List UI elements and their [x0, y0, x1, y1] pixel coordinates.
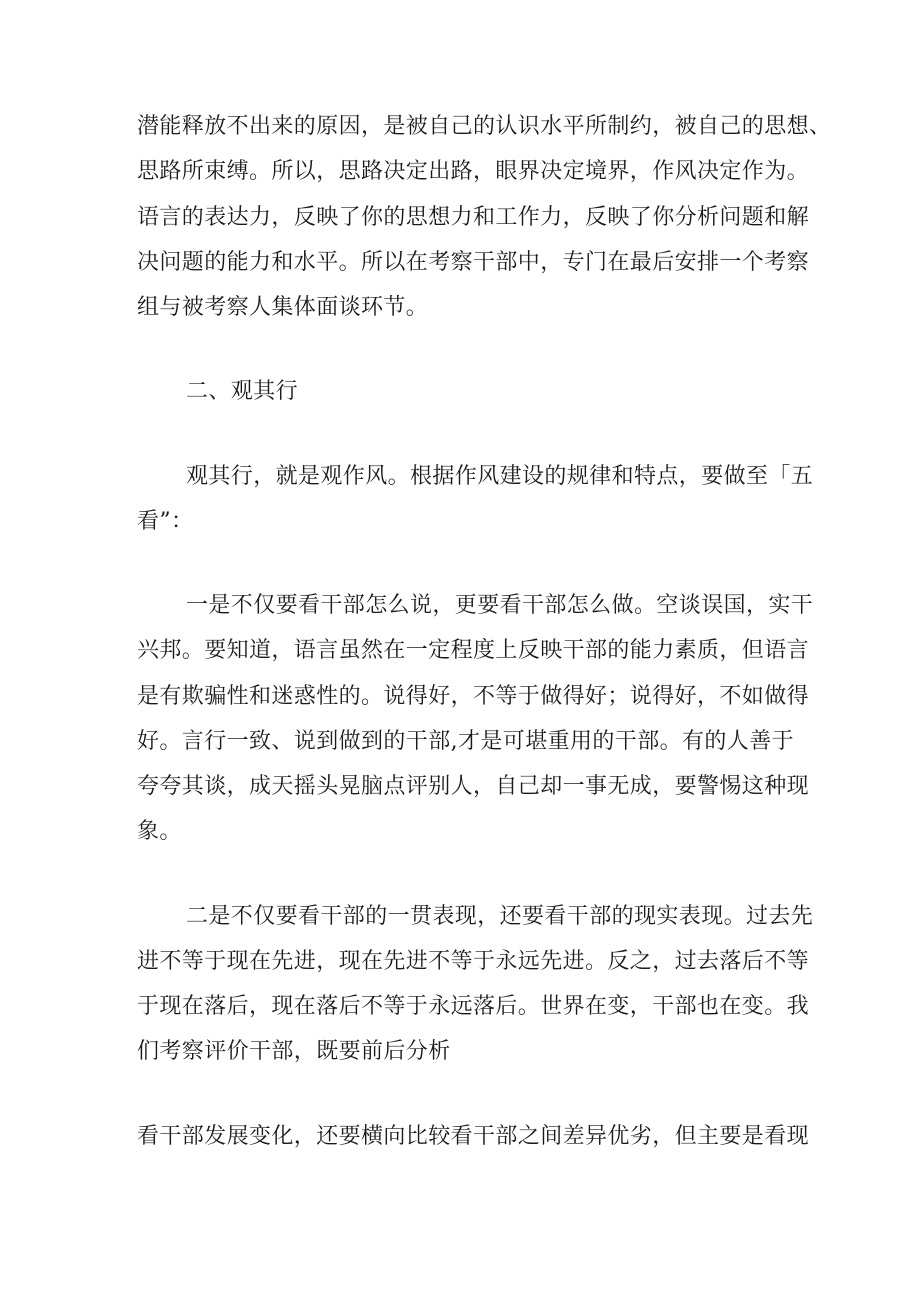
- paragraph-1-line-1: 潜能释放不出来的原因，是被自己的认识水平所制约，被自己的思想、: [137, 114, 832, 139]
- paragraph-1-line-5: 组与被考察人集体面谈环节。: [137, 295, 429, 320]
- paragraph-3-line-1: 一是不仅要看干部怎么说，更要看干部怎么做。空谈误国，实干: [186, 593, 814, 618]
- paragraph-3-line-6: 象。: [137, 819, 182, 844]
- paragraph-4-line-4: 们考察评价干部，既要前后分析: [137, 1039, 451, 1064]
- paragraph-3-line-2: 兴邦。要知道，语言虽然在一定程度上反映干部的能力素质，但语言: [137, 638, 810, 663]
- paragraph-3-line-5: 夸夸其谈，成天摇头晃脑点评别人，自己却一事无成，要警惕这种现: [137, 774, 810, 799]
- paragraph-1-line-2: 思路所束缚。所以，思路决定出路，眼界决定境界，作风决定作为。: [137, 159, 810, 184]
- paragraph-4-line-1: 二是不仅要看干部的一贯表现，还要看干部的现实表现。过去先: [186, 904, 814, 929]
- paragraph-1-line-4: 决问题的能力和水平。所以在考察干部中，专门在最后安排一个考察: [137, 250, 810, 275]
- paragraph-3-line-4: 好。言行一致、说到做到的干部,才是可堪重用的干部。有的人善于: [137, 729, 794, 754]
- paragraph-2-line-1: 观其行，就是观作风。根据作风建设的规律和特点，要做至「五: [186, 464, 814, 489]
- paragraph-4-line-2: 进不等于现在先进，现在先进不等于永远先进。反之，过去落后不等: [137, 949, 810, 974]
- paragraph-4-line-3: 于现在落后，现在落后不等于永远落后。世界在变，干部也在变。我: [137, 994, 810, 1019]
- paragraph-2-line-2: 看”：: [137, 509, 194, 534]
- section-heading: 二、观其行: [186, 379, 299, 404]
- paragraph-1-line-3: 语言的表达力，反映了你的思想力和工作力，反映了你分析问题和解: [137, 205, 810, 230]
- paragraph-3-line-3: 是有欺骗性和迷惑性的。说得好，不等于做得好；说得好，不如做得: [137, 684, 810, 709]
- paragraph-5-line-1: 看干部发展变化，还要横向比较看干部之间差异优劣，但主要是看现: [137, 1124, 810, 1149]
